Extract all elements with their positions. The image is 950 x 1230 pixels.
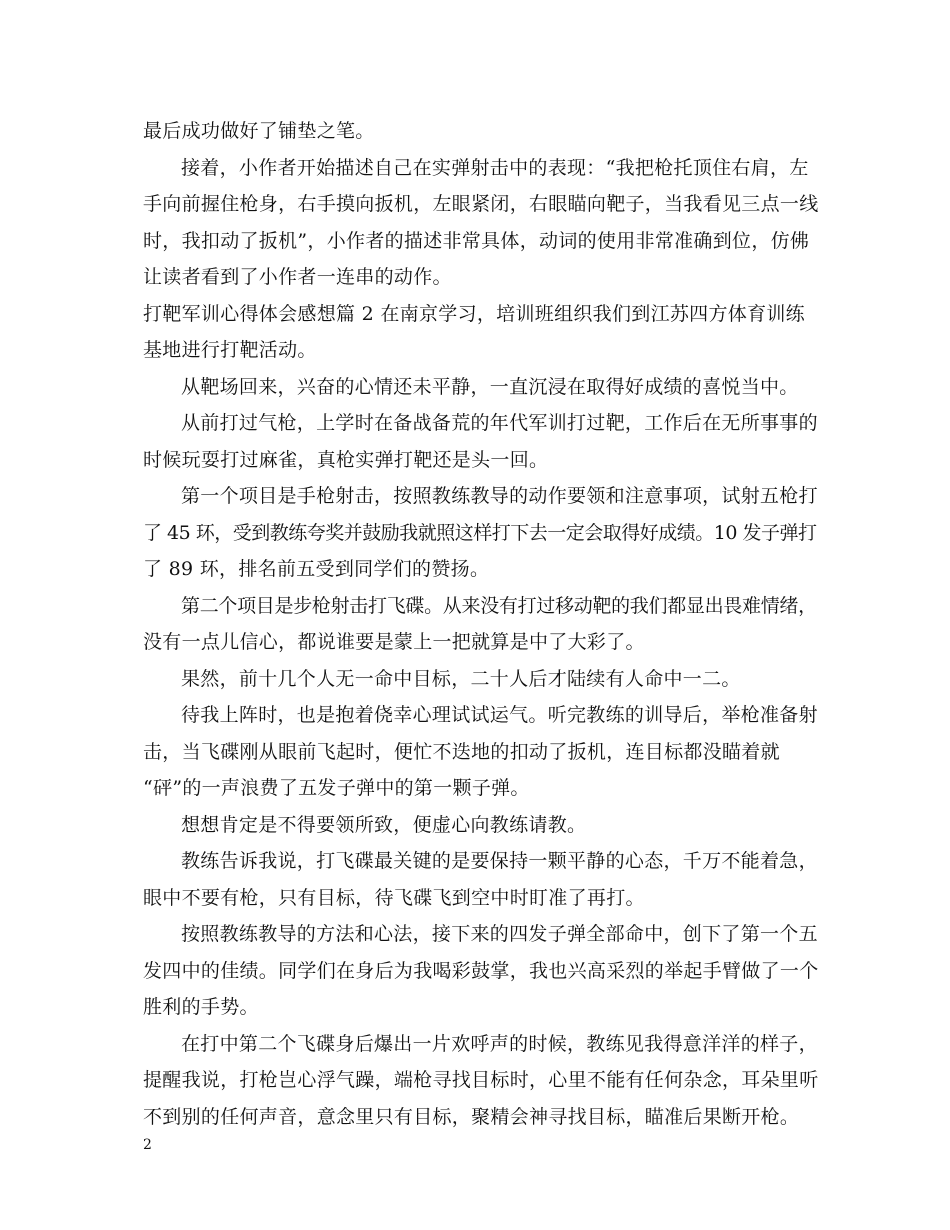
text-line: 提醒我说，打枪岂心浮气躁，端枪寻找目标时，心里不能有任何杂念，耳朵里听	[143, 1069, 819, 1091]
text-line: 胜利的手势。	[143, 996, 259, 1018]
text-line: 基地进行打靶活动。	[143, 339, 317, 361]
text-line: 发四中的佳绩。同学们在身后为我喝彩鼓掌，我也兴高采烈的举起手臂做了一个	[143, 959, 819, 982]
body-text	[143, 113, 823, 1135]
text-line: 想想肯定是不得要领所致，便虚心向教练请教。	[181, 813, 587, 836]
text-line: 击，当飞碟刚从眼前飞起时，便忙不迭地的扣动了扳机，连目标都没瞄着就	[143, 740, 780, 763]
text-line: 眼中不要有枪，只有目标，待飞碟飞到空中时盯准了再打。	[143, 886, 645, 909]
text-line: 从靶场回来，兴奋的心情还未平静，一直沉浸在取得好成绩的喜悦当中。	[181, 375, 799, 398]
page-number: 2	[143, 1137, 152, 1153]
text-line: 从前打过气枪，上学时在备战备荒的年代军训打过靶，工作后在无所事事的	[181, 412, 818, 434]
text-line: 在打中第二个飞碟身后爆出一片欢呼声的时候，教练见我得意洋洋的样子，	[181, 1032, 818, 1055]
text-line: 时，我扣动了扳机”，小作者的描述非常具体，动词的使用非常准确到位，仿佛	[143, 229, 810, 252]
text-line: 让读者看到了小作者一连串的动作。	[143, 266, 452, 288]
text-line: 果然，前十几个人无一命中目标，二十人后才陆续有人命中一二。	[181, 667, 741, 690]
text-line: 接着，小作者开始描述自己在实弹射击中的表现：“我把枪托顶住右肩，左	[181, 156, 809, 179]
text-line: 按照教练教导的方法和心法，接下来的四发子弹全部命中，创下了第一个五	[181, 923, 818, 945]
text-line: 没有一点儿信心，都说谁要是蒙上一把就算是中了大彩了。	[143, 631, 645, 653]
text-line: “砰”的一声浪费了五发子弹中的第一颗子弹。	[143, 777, 530, 799]
text-line: 不到别的任何声音，意念里只有目标，聚精会神寻找目标，瞄准后果断开枪。	[143, 1105, 800, 1128]
text-line: 待我上阵时，也是抱着侥幸心理试试运气。听完教练的训导后，举枪准备射	[181, 704, 818, 726]
text-line: 了 89 环，排名前五受到同学们的赞扬。	[143, 558, 490, 580]
text-line: 手向前握住枪身，右手摸向扳机，左眼紧闭，右眼瞄向靶子，当我看见三点一线	[143, 193, 819, 215]
text-line: 第一个项目是手枪射击，按照教练教导的动作要领和注意事项，试射五枪打	[181, 485, 818, 507]
text-line: 最后成功做好了铺垫之笔。	[143, 120, 375, 142]
text-line: 打靶军训心得体会感想篇 2 在南京学习，培训班组织我们到江苏四方体育训练	[143, 302, 805, 325]
text-line: 了 45 环，受到教练夸奖并鼓励我就照这样打下去一定会取得好成绩。10 发子弹打	[143, 521, 817, 544]
text-line: 时候玩耍打过麻雀，真枪实弹打靶还是头一回。	[143, 448, 549, 471]
text-line: 教练告诉我说，打飞碟最关键的是要保持一颗平静的心态，千万不能着急，	[181, 850, 818, 872]
text-line: 第二个项目是步枪射击打飞碟。从来没有打过移动靶的我们都显出畏难情绪，	[181, 594, 817, 617]
